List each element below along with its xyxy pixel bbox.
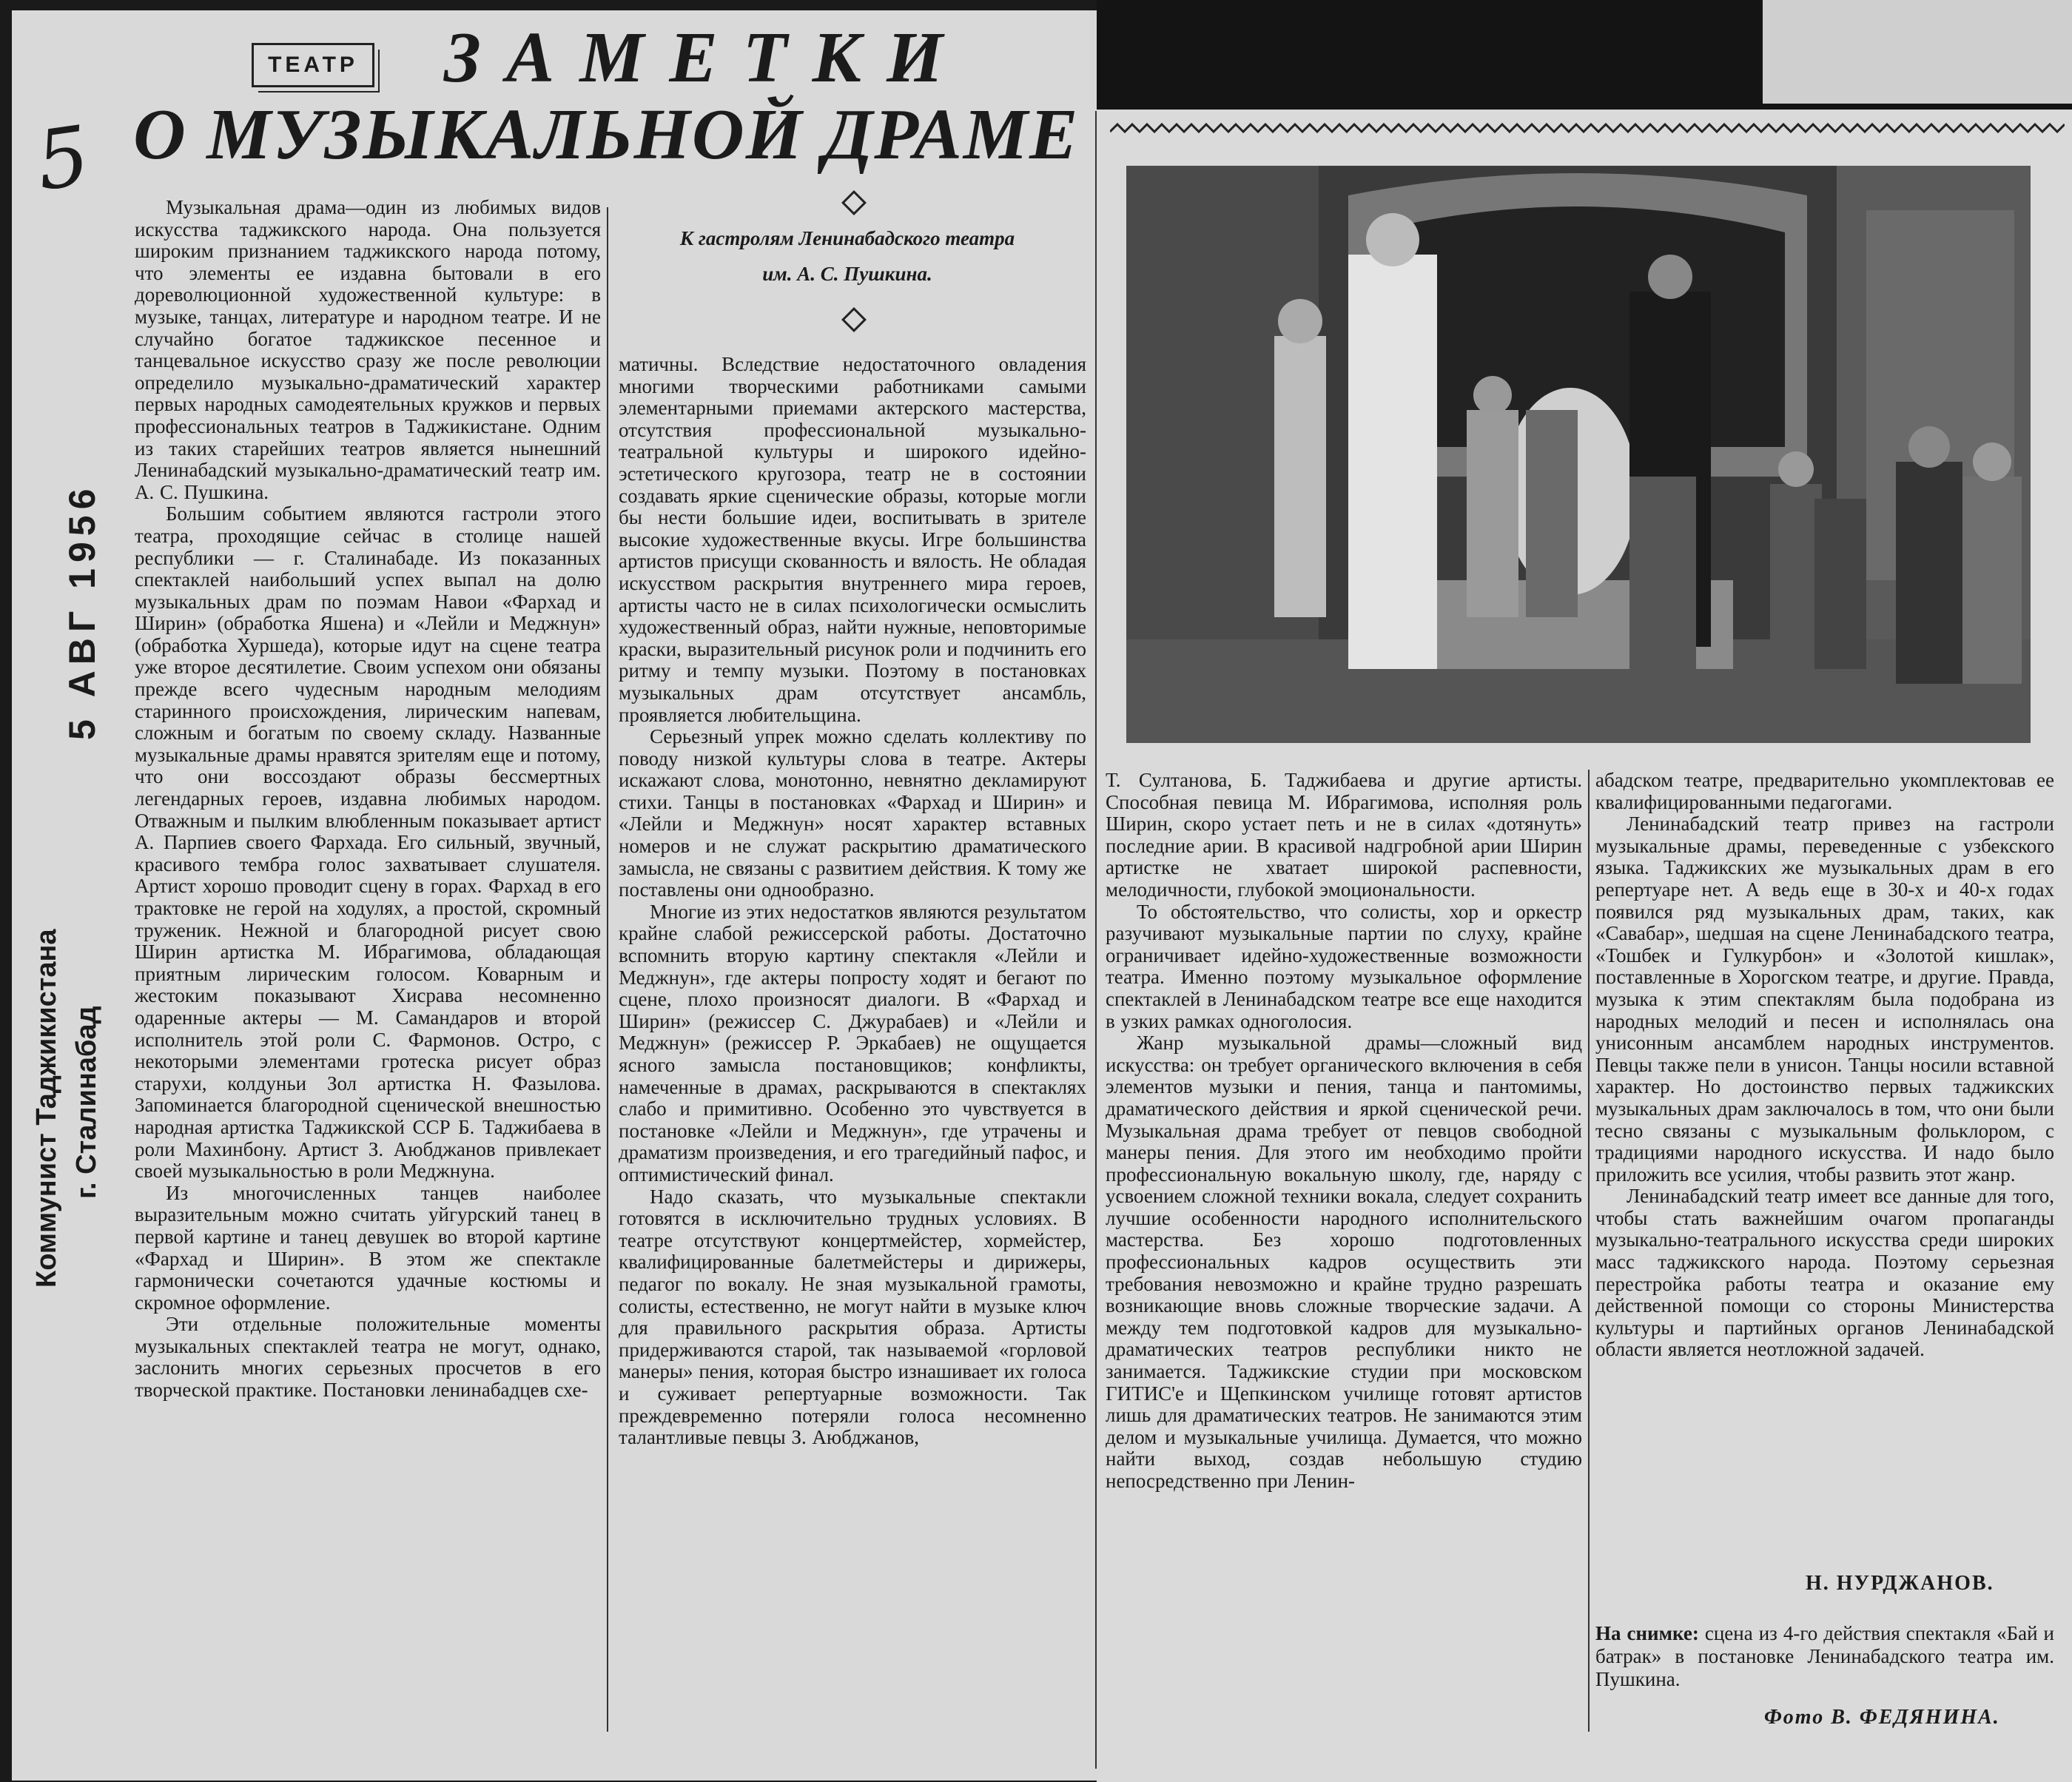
paragraph: Ленинабадский театр имеет все данные для того, чтобы стать важнейшим очагом пропаганды музыкально-театрального искусства среди широких масс таджикского народа. Поэтому серьезная перестройка работы театра и оказание ему действенной помощи со стороны Министерства культуры и партийных органов Ленинабадской области является неотложной задачей. xyxy=(1595,1185,2054,1361)
paragraph: То обстоятельство, что солисты, хор и оркестр разучивают музыкальные партии по слуху, крайне ограничивает идейно-художественные возможности театра. Именно поэтому музыкальное оформление спектаклей в Ленинабадском театре все еще находится в узких рамках одноголосия. xyxy=(1106,900,1582,1032)
paragraph: Жанр музыкальной драмы—сложный вид искусства: он требует органического включения в себя элементов музыки и пения, танца и пантомимы, драматического действия и яркой сценической речи. Музыкальная драма требует от певцов свободной манеры пения. Для этого им необходимо пройти профессиональную вокальную школу, где, наряду с усвоением сложной техники вокала, следует сохранить лучшие особенности народного исполнительского мастерства. Без хорошо подготовленных профессиональных кадров осуществить эти требования невозможно и крайне трудно разрешать возникающие вновь сложные творческие задачи. А между тем подготовкой кадров для музыкально-драматических театров республики никто не занимается. Таджикские студии при московском ГИТИС'е и Щепкинском училище готовят артистов лишь для драматических театров. Не занимаются этим делом и музыкальные училища. Думается, что можно найти выход, создав небольшую студию непосредственно при Ленин- xyxy=(1106,1032,1582,1492)
article-column-2 xyxy=(619,354,1086,1449)
paper-scrap xyxy=(1763,0,2072,104)
column-rule xyxy=(1588,770,1590,1732)
paragraph: абадском театре, предварительно укомплектовав ее квалифицированными педагогами. xyxy=(1595,769,2054,813)
author-signature: Н. НУРДЖАНОВ. xyxy=(1806,1572,1994,1595)
paragraph: Ленинабадский театр привез на гастроли музыкальные драмы, переведенные с узбекского языка. Таджикских же музыкальных драм в его репертуаре нет. А ведь еще в 30-х и 40-х годах появился ряд музыкальных драм, таких, как «Савабар», шедшая на сцене Ленинабадского театра, «Тошбек и Гулкурбон» и «Золотой кишлак», поставленные в Хорогском театре, и другие. Правда, музыка к этим спектаклям была подобрана из народных мелодий и песен и исполнялась она унисонным ансамблем народных инструментов. Певцы также пели в унисон. Танцы носили вставной характер. Но достоинство первых таджикских музыкальных драм заключалось в том, что они были тесно связаны с музыкальным фольклором, с традициями народного искусства. И надо было приложить все усилия, чтобы развить этот жанр. xyxy=(1595,813,2054,1186)
caption-label: На снимке: xyxy=(1595,1622,1699,1644)
headline-line2: О МУЗЫКАЛЬНОЙ ДРАМЕ xyxy=(133,95,1080,175)
stage-scene-image xyxy=(1126,166,2031,743)
paragraph: Из многочисленных танцев наиболее выразительным можно считать уйгурский танец в первой картине и танец девушек во второй картине «Фархад и Ширин». В этом же спектакле гармонически сочетаются удачные костюмы и скромное оформление. xyxy=(135,1181,601,1314)
rubric-label: ТЕАТР xyxy=(268,53,358,77)
source-stamp-line2: г. Сталинабад xyxy=(71,1006,102,1199)
paragraph: Многие из этих недостатков являются результатом крайне слабой режиссерской работы. Достаточно вспомнить вторую картину спектакля «Лейли и Меджнун», где актеры попросту ходят и бегают по сцене, плохо произносят диалоги. В «Фархад и Ширин» (режиссер С. Джурабаев) и «Лейли и Меджнун» (режиссер Р. Эркабаев) не ощущается ясного замысла постановщиков; конфликты, намеченные в драмах, раскрываются в спектаклях слабо и примитивно. Особенно это чувствуется в постановке «Лейли и Меджнун», где утрачены и драматизм произведения, и его трагедийный пафос, и оптимистический финал. xyxy=(619,900,1086,1186)
paragraph: Т. Султанова, Б. Таджибаева и другие артисты. Способная певица М. Ибрагимова, исполняя роль Ширин, скоро устает петь и не в силах «дотянуть» последние арии. В красивой надгробной арии Ширин артистке не хватает широкой распевности, мелодичности, глубокой эмоциональности. xyxy=(1106,769,1582,901)
photo-credit: Фото В. ФЕДЯНИНА. xyxy=(1764,1706,2000,1729)
subheadline-line1: К гастролям Ленинабадского театра xyxy=(679,227,1015,249)
date-stamp: 5 АВГ 1956 xyxy=(61,483,103,740)
column-rule xyxy=(1095,111,1097,1769)
column-rule xyxy=(607,207,608,1732)
zigzag-border xyxy=(1110,120,2065,136)
stage-photo xyxy=(1126,166,2031,743)
subheadline-line2: им. А. С. Пушкина. xyxy=(762,263,932,285)
article-column-3 xyxy=(1106,770,1582,1493)
paragraph: Надо сказать, что музыкальные спектакли готовятся в исключительно трудных условиях. В театре отсутствуют концертмейстер, хормейстер, квалифицированные балетмейстеры и дирижеры, педагог по вокалу. Не зная музыкальной грамоты, солисты, естественно, не могут найти в музыке ключ для правильного раскрытия образа. Артисты придерживаются старой, так называемой «горловой манеры» пения, которая быстро изнашивает их голоса и суживает репертуарные возможности. Так преждевременно потеряли голоса несомненно талантливые певцы З. Аюбджанов, xyxy=(619,1185,1086,1449)
paragraph: Эти отдельные положительные моменты музыкальных спектаклей театра не могут, однако, заслонить многих серьезных просчетов в его творческой практике. Постановки ленинабадцев схе- xyxy=(135,1313,601,1402)
paragraph: матичны. Вследствие недостаточного овладения многими творческими работниками самыми элементарными приемами актерского мастерства, отсутствия профессиональной музыкально-театральной культуры и широкого идейно-эстетического кругозора, театр не в состоянии создавать яркие сценические образы, которые могли бы нести большие идеи, воспитывать в зрителе высокие художественные вкусы. Игре большинства артистов присущи скованность и вялость. Не обладая искусством раскрытия внутреннего мира героев, артисты часто не в силах психологически осмыслить художественный образ, найти нужные, неповторимые краски, выразительный рисунок роли и подчинить его ритму и темпу музыки. Поэтому в постановках музыкальных драм отсутствует ансамбль, проявляется любительщина. xyxy=(619,353,1086,726)
article-column-1 xyxy=(135,197,601,1402)
dark-margin xyxy=(1097,0,2072,111)
paragraph: Серьезный упрек можно сделать коллективу по поводу низкой культуры слова в театре. Актеры искажают слова, монотонно, невнятно декламируют стихи. Танцы в постановках «Фархад и Ширин» и «Лейли и Меджнун» носят характер вставных номеров и не служат раскрытию драматического замысла, не связаны с развитием действия. К тому же поставлены они однообразно. xyxy=(619,725,1086,901)
paragraph: Музыкальная драма—один из любимых видов искусства таджикского народа. Она пользуется широким признанием таджикского народа потому, что элементы ее издавна бытовали в его дореволюционной художественной культуре: в музыке, танцах, литературе и народном театре. И не случайно богатое таджикское песенное и танцевальное искусство сразу же после революции определило музыкально-драматический характер первых народных самодеятельных кружков и первых профессиональных театров в Таджикистане. Одним из таких старейших театров является нынешний Ленинабадский музыкально-драматический театр им. А. С. Пушкина. xyxy=(135,196,601,503)
paragraph: Большим событием являются гастроли этого театра, проходящие сейчас в столице нашей республики — г. Сталинабаде. Из показанных спектаклей наибольший успех выпал на долю музыкальных драм по поэмам Навои «Фархад и Ширин» (обработка Яшена) и «Лейли и Меджнун» (обработка Хуршеда), которые идут на сцене театра уже второе десятилетие. Своим успехом они обязаны прежде всего чудесным народным мелодиям старинного происхождения, лирическим напевам, сложным и богатым по своему складу. Названные музыкальные драмы нравятся зрителям еще и потому, что они воссоздают образы бессмертных легендарных героев, издавна любимых народом. Отважным и пылким влюбленным показывает артист А. Парпиев своего Фархада. Его сильный, звучный, красивого тембра голос захватывает слушателя. Артист хорошо проводит сцену в горах. Фархад в его трактовке не герой на ходулях, а простой, скромный труженик. Нежной и благородной рисует свою Ширин артистка М. Ибрагимова, обладающая приятным лирическим голосом. Коварным и жестоким показывают Хисрава несомненно одаренные актеры — М. Самандаров и второй исполнитель этой роли С. Фармонов. Остро, с некоторыми элементами гротеска рисует образ старухи, колдуньи Зол артистка Н. Фазылова. Запоминается благородной сценической внешностью народная артистка Таджикской ССР Б. Таджибаева в роли Махинбону. Артист З. Аюбджанов привлекает своей музыкальностью в роли Меджнуна. xyxy=(135,502,601,1183)
rubric-box xyxy=(252,43,374,87)
photo-caption xyxy=(1595,1622,2054,1691)
handwritten-number: 5 xyxy=(30,107,95,209)
caption-text: сцена из 4-го действия спектакля «Бай и батрак» в постановке Ленинабадского театра им. Пушкина. xyxy=(1595,1622,2055,1690)
article-column-4 xyxy=(1595,770,2054,1361)
source-stamp-line1: Коммунист Таджикистана xyxy=(31,929,62,1288)
headline-line1: ЗАМЕТКИ xyxy=(444,18,969,98)
subheadline xyxy=(614,221,1080,292)
